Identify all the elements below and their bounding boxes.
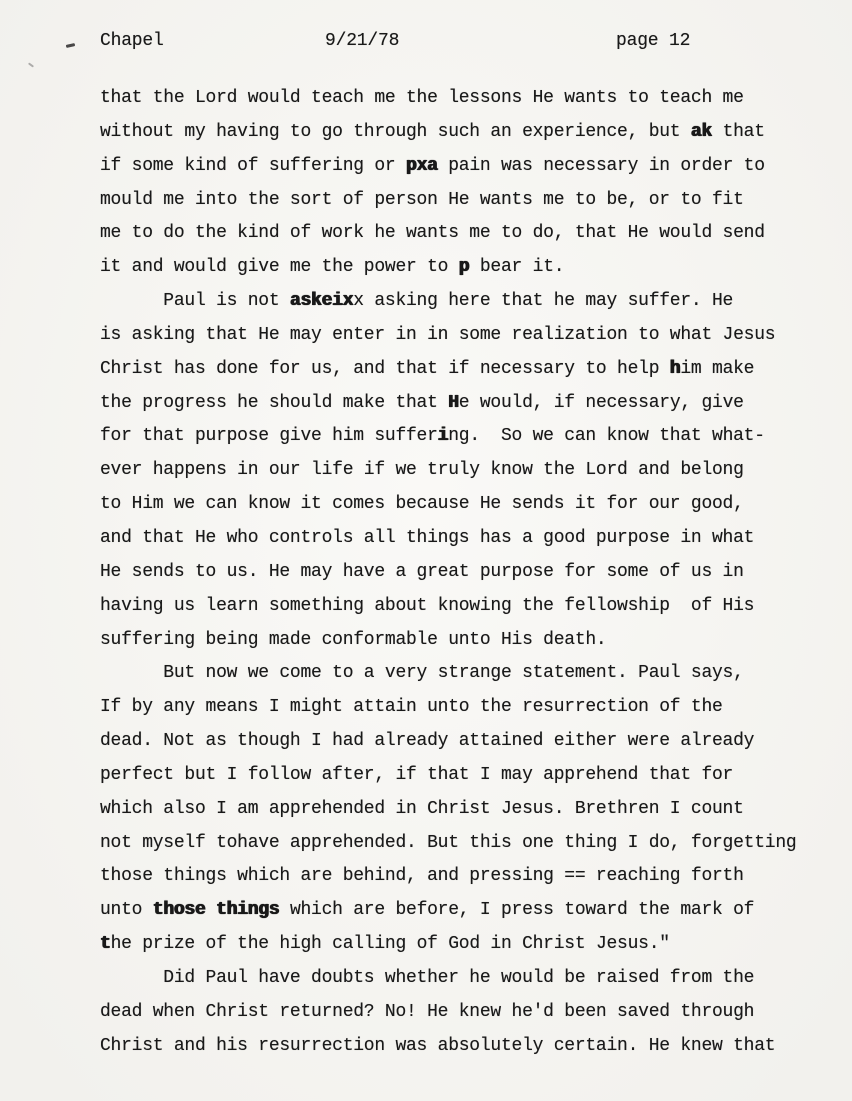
text-line — [100, 725, 800, 759]
overstruck-text: those things — [152, 900, 280, 921]
text-segment: Did Paul have doubts whether he would be raised from the — [100, 967, 755, 988]
overstruck-text: ak — [690, 121, 713, 142]
text-line — [100, 285, 800, 319]
text-segment: ng. So we can know that what- — [448, 426, 765, 447]
text-segment: e would, if necessary, give — [458, 392, 744, 413]
text-segment: which are before, I press toward the mark of — [279, 900, 755, 921]
text-segment: dead when Christ returned? No! He knew he'd been saved through — [100, 1001, 755, 1022]
text-segment: for that purpose give him suffer — [100, 426, 438, 447]
header-page-number: page 12 — [616, 31, 691, 51]
text-line — [100, 251, 800, 285]
text-segment: not myself tohave apprehended. But this one thing I do, forgetting — [100, 832, 797, 853]
margin-speck — [28, 62, 34, 67]
text-segment: suffering being made conformable unto His death. — [100, 629, 607, 650]
text-segment: perfect but I follow after, if that I may apprehend that for — [100, 764, 734, 785]
text-segment: unto — [100, 900, 153, 921]
text-line — [100, 82, 800, 116]
text-segment: that — [712, 121, 765, 142]
text-line — [100, 353, 800, 387]
text-line — [100, 488, 800, 522]
text-segment: he prize of the high calling of God in Christ Jesus." — [110, 934, 670, 955]
text-segment: those things which are behind, and pressing == reaching forth — [100, 866, 744, 887]
text-line — [100, 420, 800, 454]
text-line — [100, 827, 800, 861]
text-line — [100, 624, 800, 658]
text-line — [100, 962, 800, 996]
text-segment: Christ and his resurrection was absolutely certain. He knew that — [100, 1035, 776, 1056]
text-segment: if some kind of suffering or — [100, 155, 407, 176]
text-segment: and that He who controls all things has a good purpose in what — [100, 527, 755, 548]
text-segment: without my having to go through such an experience, but — [100, 121, 691, 142]
document-body — [100, 82, 800, 1063]
text-segment: it and would give me the power to — [100, 257, 459, 278]
text-line — [100, 116, 800, 150]
text-line — [100, 928, 800, 962]
text-segment: Paul is not — [100, 291, 290, 312]
text-line — [100, 217, 800, 251]
text-line — [100, 387, 800, 421]
text-segment: which also I am apprehended in Christ Jesus. Brethren I count — [100, 798, 744, 819]
text-segment: He sends to us. He may have a great purpose for some of us in — [100, 561, 744, 582]
text-line — [100, 759, 800, 793]
text-segment: having us learn something about knowing the fellowship of His — [100, 595, 755, 616]
overstruck-text: pxa — [406, 155, 438, 176]
overstruck-text: h — [669, 358, 681, 379]
text-line — [100, 657, 800, 691]
text-segment: mould me into the sort of person He wants me to be, or to fit — [100, 189, 744, 210]
text-line — [100, 996, 800, 1030]
text-segment: If by any means I might attain unto the resurrection of the — [100, 697, 723, 718]
text-segment: Christ has done for us, and that if necessary to help — [100, 358, 670, 379]
text-line — [100, 454, 800, 488]
overstruck-text: H — [448, 392, 459, 413]
text-line — [100, 691, 800, 725]
text-line — [100, 150, 800, 184]
header-date: 9/21/78 — [325, 31, 400, 51]
text-segment: ever happens in our life if we truly know the Lord and belong — [100, 460, 744, 481]
text-line — [100, 556, 800, 590]
text-segment: x asking here that he may suffer. He — [353, 291, 734, 312]
text-line — [100, 184, 800, 218]
overstruck-text: i — [437, 426, 449, 447]
text-segment: But now we come to a very strange statement. Paul says, — [100, 663, 744, 684]
overstruck-text: p — [458, 257, 470, 278]
text-segment: bear it. — [469, 257, 565, 278]
text-line — [100, 860, 800, 894]
overstruck-text: t — [100, 934, 111, 955]
text-line — [100, 1030, 800, 1064]
text-segment: that the Lord would teach me the lessons He wants to teach me — [100, 88, 744, 108]
text-segment: to Him we can know it comes because He sends it for our good, — [100, 494, 744, 515]
page-header — [0, 31, 852, 55]
text-segment: the progress he should make that — [100, 392, 449, 413]
text-line — [100, 522, 800, 556]
header-title: Chapel — [100, 31, 164, 51]
overstruck-text: askeix — [289, 291, 354, 312]
text-segment: pain was necessary in order to — [437, 155, 765, 176]
text-line — [100, 590, 800, 624]
text-line — [100, 894, 800, 928]
text-segment: dead. Not as though I had already attained either were already — [100, 731, 755, 752]
text-segment: me to do the kind of work he wants me to do, that He would send — [100, 223, 765, 244]
text-segment: is asking that He may enter in in some realization to what Jesus — [100, 324, 776, 345]
text-segment: im make — [680, 358, 755, 379]
text-line — [100, 319, 800, 353]
text-line — [100, 793, 800, 827]
